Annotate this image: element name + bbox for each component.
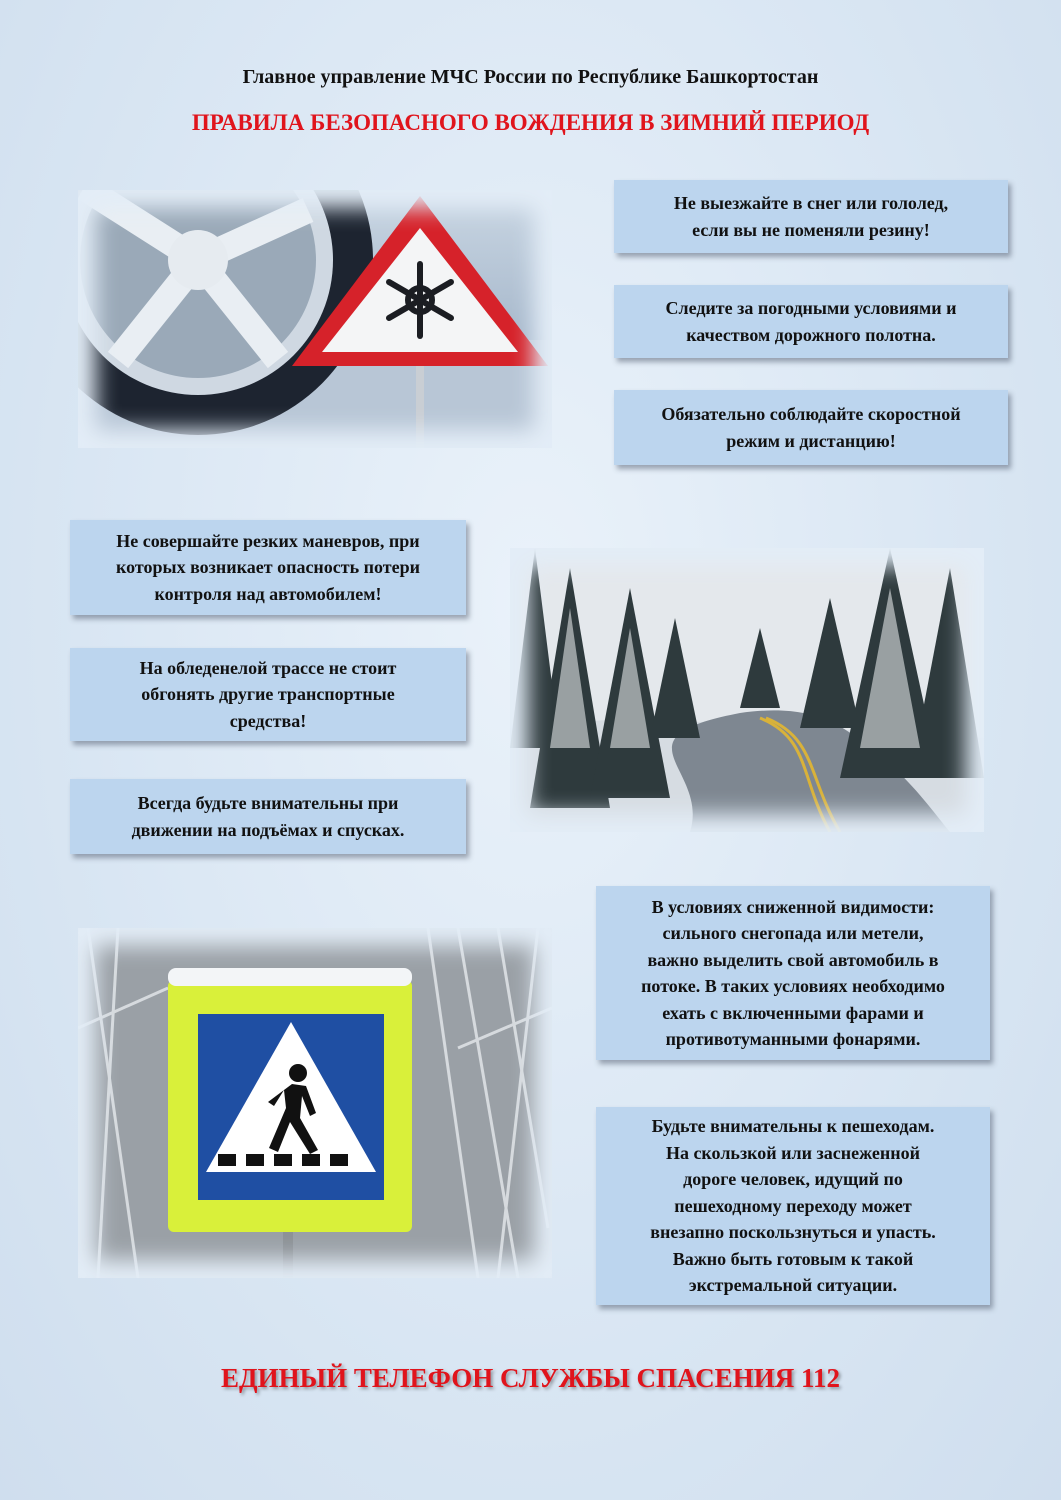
tip-line: качеством дорожного полотна.	[686, 324, 936, 345]
tip-weather-conditions	[614, 285, 1008, 358]
tip-line: сильного снегопада или метели,	[662, 923, 924, 943]
tip-no-overtaking	[70, 648, 466, 741]
tire-snow-warning-photo	[78, 190, 552, 448]
pedestrian-crossing-photo	[78, 928, 552, 1278]
tip-line: Будьте внимательны к пешеходам.	[651, 1116, 935, 1137]
tip-line: противотуманными фонарями.	[665, 1029, 921, 1049]
tip-line: экстремальной ситуации.	[688, 1275, 898, 1296]
tip-line: движении на подъёмах и спусках.	[131, 819, 405, 840]
crosswalk-sign-image	[78, 928, 552, 1278]
tip-line: На обледенелой трассе не стоит	[139, 657, 397, 678]
snowy-road-photo	[510, 548, 984, 832]
tip-low-visibility	[596, 886, 990, 1060]
tip-line: Всегда будьте внимательны при	[137, 793, 399, 813]
tip-line: На скользкой или заснеженной	[665, 1142, 921, 1163]
tip-winter-tires	[614, 180, 1008, 253]
tip-line: ехать с включенными фарами и	[662, 1002, 924, 1023]
tip-line: режим и дистанцию!	[726, 430, 896, 451]
emergency-phone-footer: ЕДИНЫЙ ТЕЛЕФОН СЛУЖБЫ СПАСЕНИЯ 112	[221, 1363, 840, 1393]
tip-line: важно выделить свой автомобиль в	[647, 949, 939, 970]
tire-warning-sign-image	[78, 190, 552, 448]
tip-line: Следите за погодными условиями и	[665, 298, 957, 318]
winter-road-image	[510, 548, 984, 832]
tip-pedestrians	[596, 1107, 990, 1305]
tip-line: потоке. В таких условиях необходимо	[641, 976, 945, 996]
tip-line: пешеходному переходу может	[674, 1195, 912, 1216]
tip-speed-distance	[614, 390, 1008, 465]
tip-line: В условиях сниженной видимости:	[651, 896, 935, 917]
tip-line: Не выезжайте в снег или гололед,	[673, 193, 949, 213]
tip-line: Важно быть готовым к такой	[672, 1248, 914, 1269]
tip-line: дороге человек, идущий по	[683, 1169, 903, 1190]
tip-line: средства!	[229, 710, 307, 731]
organization-title: Главное управление МЧС России по Республике Башкортостан	[242, 66, 819, 88]
tip-line: контроля над автомобилем!	[154, 583, 382, 604]
tip-line: Обязательно соблюдайте скоростной	[661, 404, 961, 424]
tip-line: если вы не поменяли резину!	[692, 219, 930, 240]
page-title: ПРАВИЛА БЕЗОПАСНОГО ВОЖДЕНИЯ В ЗИМНИЙ ПЕРИОД	[191, 110, 870, 135]
tip-sharp-maneuvers	[70, 520, 466, 615]
tip-hills-slopes	[70, 779, 466, 854]
tip-line: Не совершайте резких маневров, при	[116, 530, 420, 551]
tip-line: обгонять другие транспортные	[141, 684, 395, 705]
tip-line: которых возникает опасность потери	[116, 557, 420, 578]
tip-line: внезапно поскользнуться и упасть.	[650, 1222, 936, 1243]
